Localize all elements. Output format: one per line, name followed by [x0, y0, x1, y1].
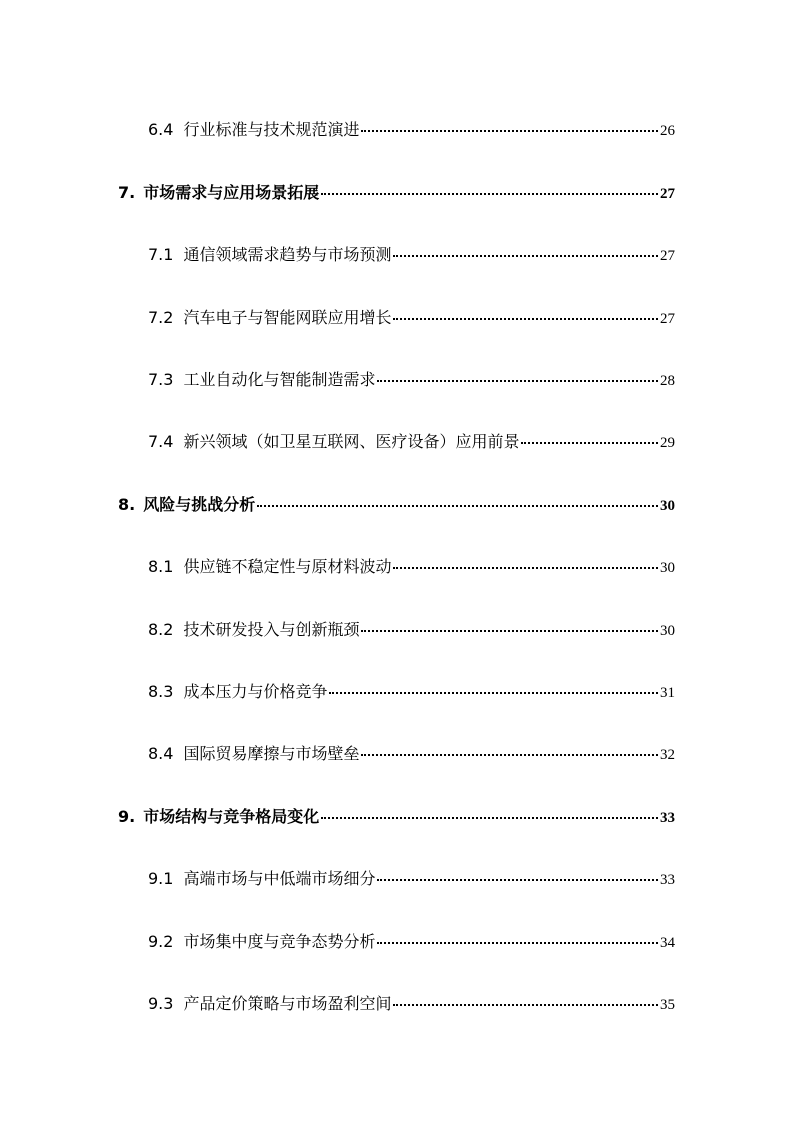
toc-entry-page: 32: [660, 747, 675, 763]
toc-dot-leader: [393, 1004, 658, 1006]
toc-entry-title: 通信领域需求趋势与市场预测: [183, 245, 392, 264]
toc-entry-number: 8.1: [148, 557, 174, 576]
toc-entry-title: 市场集中度与竞争态势分析: [183, 932, 376, 951]
toc-dot-leader: [361, 630, 658, 632]
toc-dot-leader: [377, 879, 658, 881]
toc-dot-leader: [521, 442, 658, 444]
toc-entry-9-2[interactable]: [148, 929, 675, 952]
toc-entry-7[interactable]: [118, 180, 675, 203]
toc-entry-number: 9.1: [148, 869, 174, 888]
toc-entry-number: 6.4: [148, 120, 174, 139]
toc-entry-8-1[interactable]: [148, 554, 675, 577]
toc-entry-page: 30: [660, 623, 675, 639]
toc-entry-page: 31: [660, 685, 675, 701]
toc-entry-number: 8.3: [148, 682, 174, 701]
toc-entry-page: 27: [660, 248, 675, 264]
toc-entry-8-2[interactable]: [148, 617, 675, 640]
toc-entry-9[interactable]: [118, 804, 675, 827]
toc-entry-title: 工业自动化与智能制造需求: [183, 370, 376, 389]
toc-entry-title: 技术研发投入与创新瓶颈: [183, 620, 360, 639]
toc-dot-leader: [361, 754, 658, 756]
toc-dot-leader: [321, 817, 658, 819]
toc-entry-6-4[interactable]: [148, 117, 675, 140]
toc-entry-7-1[interactable]: [148, 242, 675, 265]
toc-entry-number: 8.4: [148, 744, 174, 763]
toc-entry-title: 市场需求与应用场景拓展: [143, 183, 320, 202]
toc-dot-leader: [329, 692, 658, 694]
toc-entry-page: 33: [660, 872, 675, 888]
toc-dot-leader: [257, 505, 658, 507]
toc-entry-page: 33: [660, 810, 675, 826]
toc-entry-page: 35: [660, 997, 675, 1013]
toc-entry-title: 新兴领域（如卫星互联网、医疗设备）应用前景: [183, 432, 520, 451]
toc-dot-leader: [361, 130, 658, 132]
toc-entry-title: 国际贸易摩擦与市场壁垒: [183, 744, 360, 763]
toc-entry-number: 7.3: [148, 370, 174, 389]
toc-dot-leader: [393, 567, 658, 569]
toc-entry-page: 29: [660, 435, 675, 451]
toc-entry-8-4[interactable]: [148, 741, 675, 764]
toc-entry-number: 8.: [118, 495, 136, 514]
toc-entry-title: 汽车电子与智能网联应用增长: [183, 308, 392, 327]
toc-entry-number: 9.3: [148, 994, 174, 1013]
toc-entry-title: 产品定价策略与市场盈利空间: [183, 994, 392, 1013]
toc-entry-number: 7.2: [148, 308, 174, 327]
toc-entry-title: 成本压力与价格竞争: [183, 682, 328, 701]
toc-entry-page: 28: [660, 373, 675, 389]
toc-entry-title: 供应链不稳定性与原材料波动: [183, 557, 392, 576]
toc-entry-7-4[interactable]: [148, 429, 675, 452]
toc-entry-title: 市场结构与竞争格局变化: [143, 807, 320, 826]
toc-dot-leader: [321, 193, 658, 195]
toc-entry-title: 风险与挑战分析: [143, 495, 256, 514]
toc-entry-number: 9.2: [148, 932, 174, 951]
toc-entry-title: 高端市场与中低端市场细分: [183, 869, 376, 888]
toc-entry-9-1[interactable]: [148, 866, 675, 889]
toc-dot-leader: [377, 942, 658, 944]
toc-entry-number: 8.2: [148, 620, 174, 639]
toc-dot-leader: [393, 255, 658, 257]
toc-entry-page: 30: [660, 560, 675, 576]
toc-entry-page: 30: [660, 498, 675, 514]
toc-entry-number: 7.1: [148, 245, 174, 264]
toc-dot-leader: [377, 380, 658, 382]
toc-entry-7-3[interactable]: [148, 367, 675, 390]
toc-entry-number: 7.: [118, 183, 136, 202]
toc-entry-7-2[interactable]: [148, 305, 675, 328]
toc-entry-page: 26: [660, 123, 675, 139]
toc-entry-8[interactable]: [118, 492, 675, 515]
toc-entry-page: 34: [660, 935, 675, 951]
toc-dot-leader: [393, 318, 658, 320]
toc-entry-8-3[interactable]: [148, 679, 675, 702]
toc-entry-title: 行业标准与技术规范演进: [183, 120, 360, 139]
toc-entry-number: 9.: [118, 807, 136, 826]
toc-entry-page: 27: [660, 186, 675, 202]
toc-entry-page: 27: [660, 311, 675, 327]
toc-entry-9-3[interactable]: [148, 991, 675, 1014]
toc-entry-number: 7.4: [148, 432, 174, 451]
